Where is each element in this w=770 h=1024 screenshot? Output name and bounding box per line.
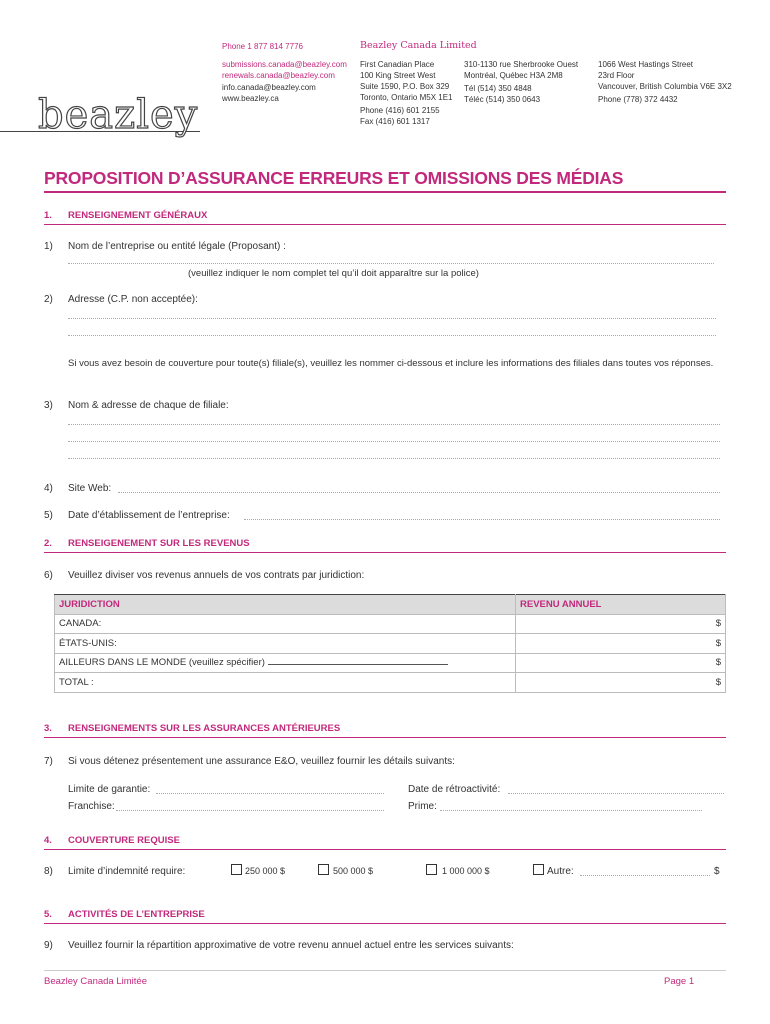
section-5-rule (44, 923, 726, 924)
section-1-rule (44, 224, 726, 225)
montreal-tel: Tél (514) 350 4848 (464, 84, 532, 93)
section-1-label: RENSEIGNEMENT GÉNÉRAUX (68, 210, 208, 221)
vancouver-line: 1066 West Hastings Street (598, 60, 694, 69)
q4-number: 4) (44, 483, 53, 494)
q2-number: 2) (44, 294, 53, 305)
q6-number: 6) (44, 570, 53, 581)
footer-company: Beazley Canada Limitée (44, 976, 147, 987)
row-label: CANADA: (55, 614, 516, 634)
montreal-line: 310-1130 rue Sherbrooke Ouest (464, 60, 579, 69)
revenue-canada-field[interactable]: $ (516, 614, 726, 634)
q5-label: Date d’établissement de l’entreprise: (68, 510, 230, 521)
q1-hint: (veuillez indiquer le nom complet tel qu’il doit apparaître sur la police) (188, 268, 479, 279)
q1-field[interactable] (68, 263, 714, 264)
vancouver-line: Vancouver, British Columbia V6E 3X2 (598, 82, 732, 91)
premium-field[interactable] (440, 810, 702, 811)
montreal-line: Montréal, Québec H3A 2M8 (464, 71, 563, 80)
montreal-address (464, 59, 578, 81)
toronto-phone: Phone (416) 601 2155 (360, 106, 440, 115)
section-4-rule (44, 849, 726, 850)
revenue-elsewhere-field[interactable]: $ (516, 653, 726, 673)
row-label: TOTAL : (55, 673, 516, 693)
vancouver-phone: Phone (778) 372 4432 (598, 95, 678, 104)
q4-label: Site Web: (68, 483, 112, 494)
website-field[interactable] (118, 492, 720, 493)
q3-field-line-3[interactable] (68, 458, 720, 459)
montreal-fax: Téléc (514) 350 0643 (464, 95, 541, 104)
q8-label: Limite d’indemnité require: (68, 866, 186, 877)
option-other-label: Autre: (547, 866, 574, 877)
beazley-logo: beazley (38, 92, 199, 138)
deductible-field[interactable] (116, 810, 384, 811)
option-500000-label: 500 000 $ (333, 866, 374, 876)
q1-number: 1) (44, 241, 53, 252)
subsidiary-note: Si vous avez besoin de couverture pour toute(s) filiale(s), veuillez les nommer ci-dessous et inclure les informations des filiales dans toutes vos réponses. (68, 358, 714, 369)
row-label: AILLEURS DANS LE MONDE (veuillez spécifier) (59, 657, 265, 669)
q3-field-line-1[interactable] (68, 424, 720, 425)
q2-field-line-2[interactable] (68, 335, 716, 336)
q2-field-line-1[interactable] (68, 318, 716, 319)
q7-label: Si vous détenez présentement une assurance E&O, veuillez fournir les détails suivants: (68, 756, 455, 767)
header-jurisdiction: JURIDICTION (55, 595, 516, 615)
table-row (55, 673, 726, 693)
header-emails (222, 59, 347, 81)
vancouver-contact (598, 94, 678, 105)
q2-label: Adresse (C.P. non acceptée): (68, 294, 198, 305)
q1-label: Nom de l’entreprise ou entité légale (Proposant) : (68, 241, 286, 252)
header-phone: Phone 1 877 814 7776 (222, 42, 303, 51)
header-contact (222, 41, 303, 52)
q3-number: 3) (44, 400, 53, 411)
deductible-label: Franchise: (68, 801, 115, 812)
retro-date-field[interactable] (508, 793, 724, 794)
table-row (55, 614, 726, 634)
section-3-rule (44, 737, 726, 738)
elsewhere-specify-field[interactable] (268, 657, 448, 665)
vancouver-address (598, 59, 732, 92)
header-email-submissions[interactable]: submissions.canada@beazley.com (222, 60, 347, 69)
checkbox-250000[interactable] (231, 864, 242, 875)
header-website[interactable]: www.beazley.ca (222, 94, 279, 103)
q3-field-line-2[interactable] (68, 441, 720, 442)
table-row (55, 653, 726, 673)
revenue-usa-field[interactable]: $ (516, 634, 726, 654)
q9-label: Veuillez fournir la répartition approximative de votre revenu annuel actuel entre les services suivants: (68, 940, 514, 951)
section-2-number: 2. (44, 538, 52, 549)
row-label: ÉTATS-UNIS: (55, 634, 516, 654)
revenue-total-field[interactable]: $ (516, 673, 726, 693)
revenue-table (54, 594, 726, 693)
vancouver-line: 23rd Floor (598, 71, 635, 80)
checkbox-other[interactable] (533, 864, 544, 875)
q9-number: 9) (44, 940, 53, 951)
table-row (55, 634, 726, 654)
limit-field[interactable] (156, 793, 384, 794)
title-rule (44, 191, 726, 193)
checkbox-500000[interactable] (318, 864, 329, 875)
option-1000000-label: 1 000 000 $ (442, 866, 490, 876)
retro-date-label: Date de rétroactivité: (408, 784, 501, 795)
header-annual-revenue: REVENU ANNUEL (516, 595, 726, 615)
other-currency: $ (714, 866, 720, 877)
section-2-rule (44, 552, 726, 553)
q6-label: Veuillez diviser vos revenus annuels de vos contrats par juridiction: (68, 570, 365, 581)
section-3-label: RENSEIGNEMENTS SUR LES ASSURANCES ANTÉRIEURES (68, 723, 341, 734)
header-email-renewals[interactable]: renewals.canada@beazley.com (222, 71, 335, 80)
q8-number: 8) (44, 866, 53, 877)
section-4-number: 4. (44, 835, 52, 846)
section-4-label: COUVERTURE REQUISE (68, 835, 180, 846)
page-number: Page 1 (664, 976, 695, 987)
other-amount-field[interactable] (580, 875, 710, 876)
toronto-line: Suite 1590, P.O. Box 329 (360, 82, 450, 91)
limit-label: Limite de garantie: (68, 784, 151, 795)
section-5-number: 5. (44, 909, 52, 920)
toronto-line: 100 King Street West (360, 71, 436, 80)
section-5-label: ACTIVITÉS DE L’ENTREPRISE (68, 909, 205, 920)
toronto-fax: Fax (416) 601 1317 (360, 117, 430, 126)
toronto-contact (360, 105, 440, 127)
section-3-number: 3. (44, 723, 52, 734)
toronto-line: First Canadian Place (360, 60, 435, 69)
toronto-line: Toronto, Ontario M5X 1E1 (360, 93, 453, 102)
row-label-elsewhere[interactable] (55, 653, 516, 673)
option-250000-label: 250 000 $ (245, 866, 286, 876)
establishment-date-field[interactable] (244, 519, 720, 520)
header-info (222, 82, 316, 104)
q3-label: Nom & adresse de chaque de filiale: (68, 400, 229, 411)
header-company: Beazley Canada Limited (360, 40, 477, 51)
revenue-table-header (55, 595, 726, 615)
montreal-contact (464, 83, 540, 105)
premium-label: Prime: (408, 801, 437, 812)
footer-rule (44, 970, 726, 971)
q7-number: 7) (44, 756, 53, 767)
page-title: PROPOSITION D’ASSURANCE ERREURS ET OMISSIONS DES MÉDIAS (44, 168, 624, 188)
q5-number: 5) (44, 510, 53, 521)
toronto-address (360, 59, 453, 103)
section-1-number: 1. (44, 210, 52, 221)
header-email-info[interactable]: info.canada@beazley.com (222, 83, 316, 92)
section-2-label: RENSEIGENEMENT SUR LES REVENUS (68, 538, 250, 549)
checkbox-1000000[interactable] (426, 864, 437, 875)
